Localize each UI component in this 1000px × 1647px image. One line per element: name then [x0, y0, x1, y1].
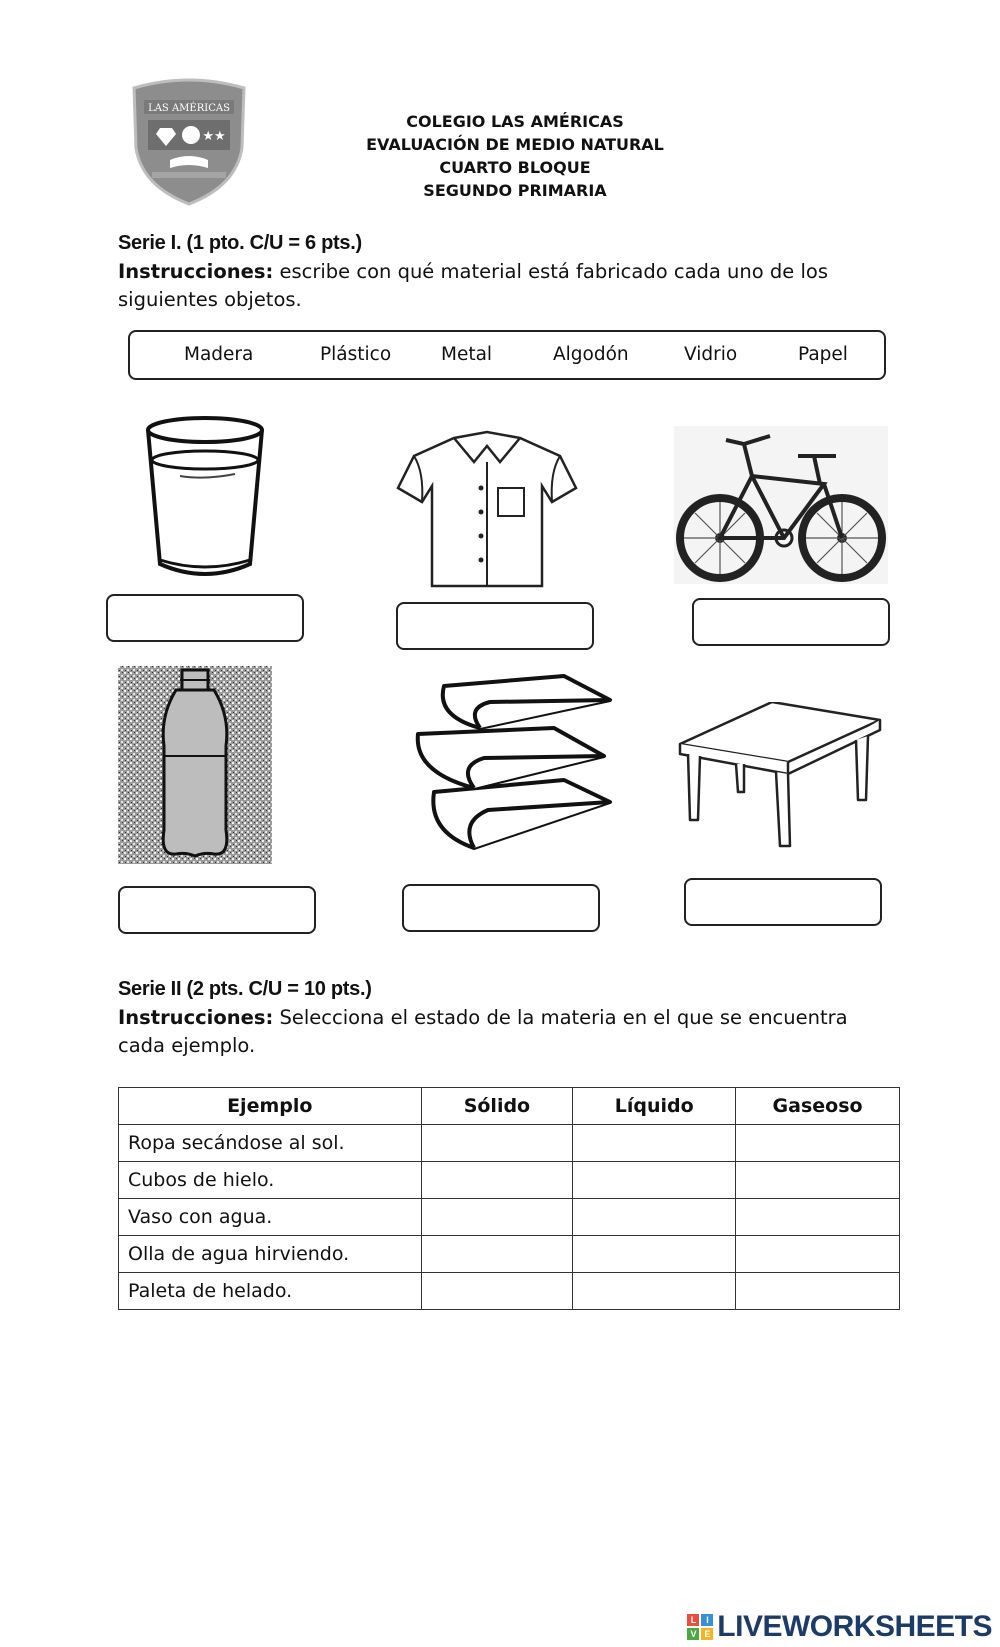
word-bank-item: Algodón: [553, 344, 629, 365]
gas-cell[interactable]: [736, 1199, 900, 1236]
example-cell: Vaso con agua.: [119, 1199, 422, 1236]
answer-box-table[interactable]: [684, 878, 882, 926]
plastic-bottle-icon: [118, 666, 272, 868]
serie2-title: Serie II (2 pts. C/U = 10 pts.): [118, 978, 372, 1000]
column-header-gas: Gaseoso: [736, 1088, 900, 1125]
gas-cell[interactable]: [736, 1273, 900, 1310]
example-cell: Olla de agua hirviendo.: [119, 1236, 422, 1273]
liveworksheets-logo-icon: [687, 1614, 713, 1640]
example-cell: Ropa secándose al sol.: [119, 1125, 422, 1162]
word-bank-item: Madera: [184, 344, 254, 365]
answer-box-bicycle[interactable]: [692, 598, 890, 646]
table-header-row: [119, 1088, 900, 1125]
table-icon: [676, 702, 882, 854]
column-header-liquid: Líquido: [573, 1088, 736, 1125]
table-row: [119, 1236, 900, 1273]
liquid-cell[interactable]: [573, 1199, 736, 1236]
column-header-solid: Sólido: [421, 1088, 573, 1125]
serie1-instructions-text: escribe con qué material está fabricado cada uno de los siguientes objetos.: [118, 260, 828, 311]
liquid-cell[interactable]: [573, 1236, 736, 1273]
answer-box-shirt[interactable]: [396, 602, 594, 650]
glass-of-water-icon: [140, 414, 270, 590]
word-bank-item: Plástico: [320, 344, 392, 365]
logo-text: LAS AMÉRICAS: [148, 103, 230, 114]
gas-cell[interactable]: [736, 1125, 900, 1162]
bicycle-icon: [674, 426, 888, 588]
serie1-title: Serie I. (1 pto. C/U = 6 pts.): [118, 232, 362, 254]
serie2-instructions-label: Instrucciones:: [118, 1006, 274, 1029]
word-bank: [128, 330, 886, 380]
serie2-instructions: [118, 1004, 858, 1060]
svg-text:★★: ★★: [202, 129, 226, 144]
solid-cell[interactable]: [421, 1162, 573, 1199]
solid-cell[interactable]: [421, 1273, 573, 1310]
answer-box-bottle[interactable]: [118, 886, 316, 934]
column-header-example: Ejemplo: [119, 1088, 422, 1125]
word-bank-item: Papel: [798, 344, 848, 365]
word-bank-item: Vidrio: [684, 344, 738, 365]
shirt-icon: [394, 428, 580, 596]
brand-name: LIVEWORKSHEETS: [717, 1610, 992, 1643]
solid-cell[interactable]: [421, 1236, 573, 1273]
gas-cell[interactable]: [736, 1162, 900, 1199]
serie1-instructions: [118, 258, 878, 314]
answer-box-books[interactable]: [402, 884, 600, 932]
table-row: [119, 1273, 900, 1310]
word-bank-item: Metal: [441, 344, 493, 365]
brand-mark-letter: V: [687, 1628, 699, 1640]
liquid-cell[interactable]: [573, 1162, 736, 1199]
table-row: [119, 1125, 900, 1162]
solid-cell[interactable]: [421, 1125, 573, 1162]
liquid-cell[interactable]: [573, 1125, 736, 1162]
serie2-instructions-text: Selecciona el estado de la materia en el que se encuentra cada ejemplo.: [118, 1006, 848, 1057]
brand-mark-letter: L: [687, 1614, 699, 1626]
table-row: [119, 1162, 900, 1199]
liquid-cell[interactable]: [573, 1273, 736, 1310]
document-header: [330, 110, 700, 202]
example-cell: Cubos de hielo.: [119, 1162, 422, 1199]
school-name: COLEGIO LAS AMÉRICAS: [406, 112, 624, 131]
evaluation-title: EVALUACIÓN DE MEDIO NATURAL: [366, 135, 664, 154]
brand-mark-letter: I: [701, 1614, 713, 1626]
solid-cell[interactable]: [421, 1199, 573, 1236]
answer-box-glass[interactable]: [106, 594, 304, 642]
gas-cell[interactable]: [736, 1236, 900, 1273]
table-row: [119, 1199, 900, 1236]
school-logo: [128, 78, 250, 206]
serie1-instructions-label: Instrucciones:: [118, 260, 274, 283]
brand-mark-letter: E: [701, 1628, 713, 1640]
grade-label: SEGUNDO PRIMARIA: [423, 181, 607, 200]
states-of-matter-table: [118, 1087, 900, 1310]
liveworksheets-brand[interactable]: [687, 1610, 992, 1644]
example-cell: Paleta de helado.: [119, 1273, 422, 1310]
books-icon: [414, 672, 620, 856]
block-label: CUARTO BLOQUE: [439, 158, 591, 177]
